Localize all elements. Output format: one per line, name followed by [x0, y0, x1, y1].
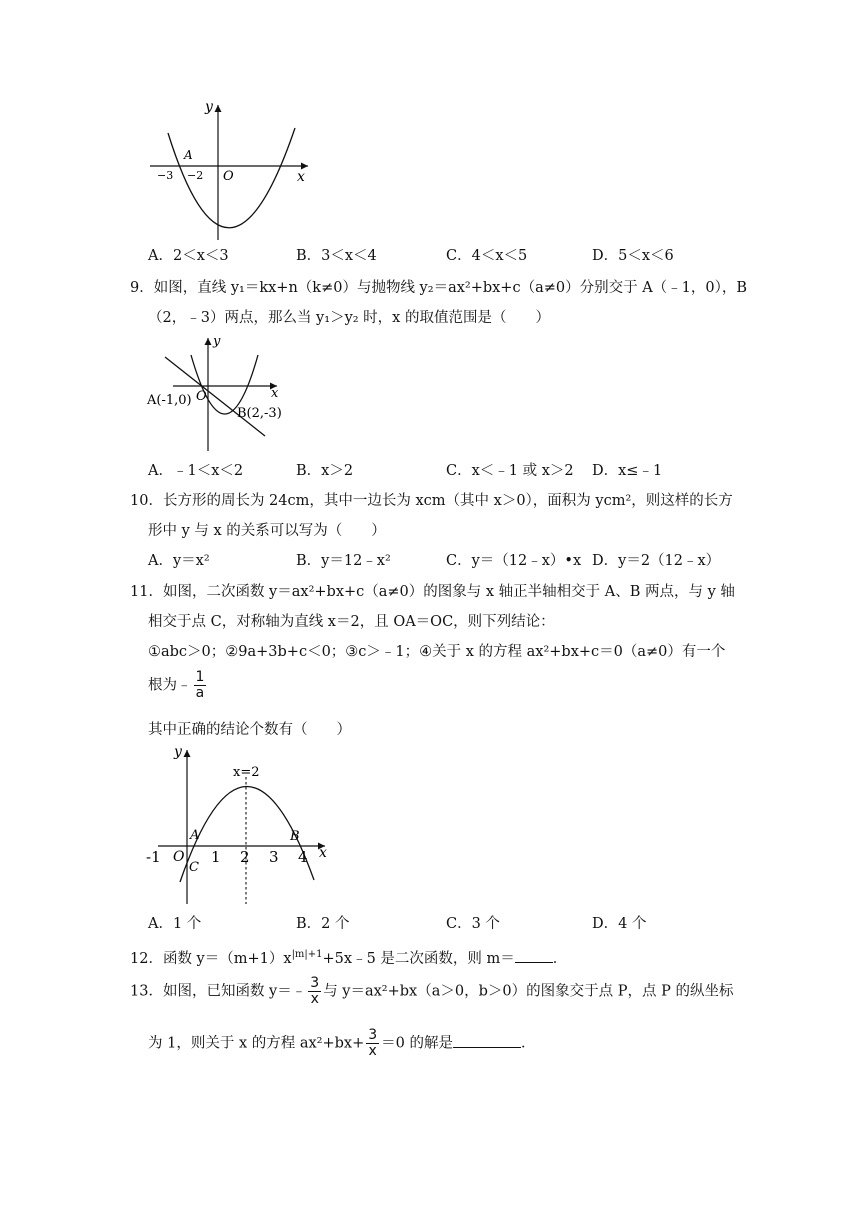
- q11-option-c: C．3 个: [446, 916, 500, 932]
- q11-option-d: D．4 个: [592, 916, 647, 932]
- q10-text-line2: 形中 y 与 x 的关系可以写为（ ）: [148, 523, 386, 539]
- q11-text-line2: 相交于点 C，对称轴为直线 x＝2，且 OA＝OC，则下列结论：: [148, 614, 555, 630]
- q10-text-line1: 10．长方形的周长为 24cm，其中一边长为 xcm（其中 x＞0），面积为 ycm²，则这样的长方: [130, 493, 733, 509]
- origin-label: O: [223, 169, 234, 184]
- symmetry-axis-label: x=2: [233, 765, 260, 780]
- q11-option-a: A．1 个: [148, 916, 202, 932]
- q12-answer-blank[interactable]: [515, 948, 553, 963]
- origin-label: O: [196, 389, 207, 404]
- tick-minus2: −2: [187, 169, 204, 182]
- q13-answer-blank[interactable]: [453, 1033, 521, 1048]
- q8-option-c: C．4＜x＜5: [446, 248, 528, 264]
- point-b-label: B: [290, 829, 300, 844]
- point-c-label: C: [189, 860, 199, 875]
- q8-option-d: D．5＜x＜6: [592, 248, 674, 264]
- q11-root-prefix: 根为﹣: [148, 677, 192, 694]
- q11-text-line3: ①abc＞0；②9a+3b+c＜0；③c＞﹣1；④关于 x 的方程 ax²+bx+c＝0（a≠0）有一个: [148, 644, 726, 660]
- point-b-label: B(2,-3): [237, 406, 282, 421]
- x-label: x: [319, 845, 327, 861]
- origin-label: O: [173, 849, 185, 865]
- q9-option-b: B．x＞2: [296, 463, 354, 479]
- tick-1: 1: [211, 848, 221, 866]
- q9-text-line1: 9．如图，直线 y₁＝kx+n（k≠0）与抛物线 y₂＝ax²+bx+c（a≠0）分别交于 A（﹣1，0），B: [130, 280, 748, 296]
- graph-q11: [140, 742, 340, 910]
- q11-text-line5: 其中正确的结论个数有（ ）: [148, 722, 351, 738]
- q8-option-b: B．3＜x＜4: [296, 248, 377, 264]
- fraction-1-over-a: $\frac{1}{a}$: [195, 669, 205, 701]
- q9-option-c: C．x＜﹣1 或 x＞2: [446, 463, 574, 479]
- q10-option-a: A．y＝x²: [148, 553, 210, 569]
- y-label: y: [213, 334, 221, 349]
- tick-2: 2: [240, 848, 250, 866]
- q11-option-b: B．2 个: [296, 916, 350, 932]
- q9-option-a: A．﹣1＜x＜2: [148, 463, 244, 479]
- q13-text-line1: 13．如图，已知函数 y＝﹣ $\frac{3}{x}$ 与 y＝ax²+bx（a＞0，b＞0）的图象交于点 P，点 P 的纵坐标: [130, 975, 734, 1007]
- tick-3: 3: [269, 848, 279, 866]
- point-a-label: A: [190, 828, 200, 843]
- x-label: x: [271, 386, 279, 401]
- tick-4: 4: [298, 848, 308, 866]
- x-label: x: [297, 169, 305, 185]
- tick-minus3: −3: [157, 169, 174, 182]
- fraction-3-over-x: $\frac{3}{x}$: [310, 975, 320, 1007]
- y-label: y: [174, 744, 182, 760]
- q11-text-line1: 11．如图，二次函数 y＝ax²+bx+c（a≠0）的图象与 x 轴正半轴相交于 A、B 两点，与 y 轴: [130, 584, 735, 600]
- q12-text: 12．函数 $y=(m+1)x^{|m|+1}+5x﹣5$ 是二次函数，则 m＝ ．: [130, 949, 568, 967]
- q10-option-c: C．y＝（12﹣x）•x: [446, 553, 582, 569]
- tick-minus1: -1: [146, 848, 161, 866]
- y-label: y: [205, 99, 213, 115]
- q9-text-line2: （2，﹣3）两点，那么当 y₁＞y₂ 时，x 的取值范围是（ ）: [148, 310, 550, 326]
- point-a-label: A(-1,0): [147, 393, 192, 408]
- graph-q9: [145, 333, 285, 458]
- q10-option-d: D．y＝2（12﹣x）: [592, 553, 721, 569]
- q9-option-d: D．x≤﹣1: [592, 463, 663, 479]
- fraction-3-over-x-2: $\frac{3}{x}$: [368, 1027, 378, 1059]
- q8-option-a: A．2＜x＜3: [148, 248, 229, 264]
- q11-text-line4: [148, 670, 208, 701]
- q13-text-line2: 为 1，则关于 x 的方程 ax²+bx+ $\frac{3}{x}$ ＝0 的解是 ．: [148, 1027, 536, 1059]
- point-a-label: A: [184, 148, 193, 162]
- q12-exponent: |m|+1: [291, 949, 323, 960]
- graph-q8: [145, 95, 320, 245]
- q10-option-b: B．y＝12﹣x²: [296, 553, 391, 569]
